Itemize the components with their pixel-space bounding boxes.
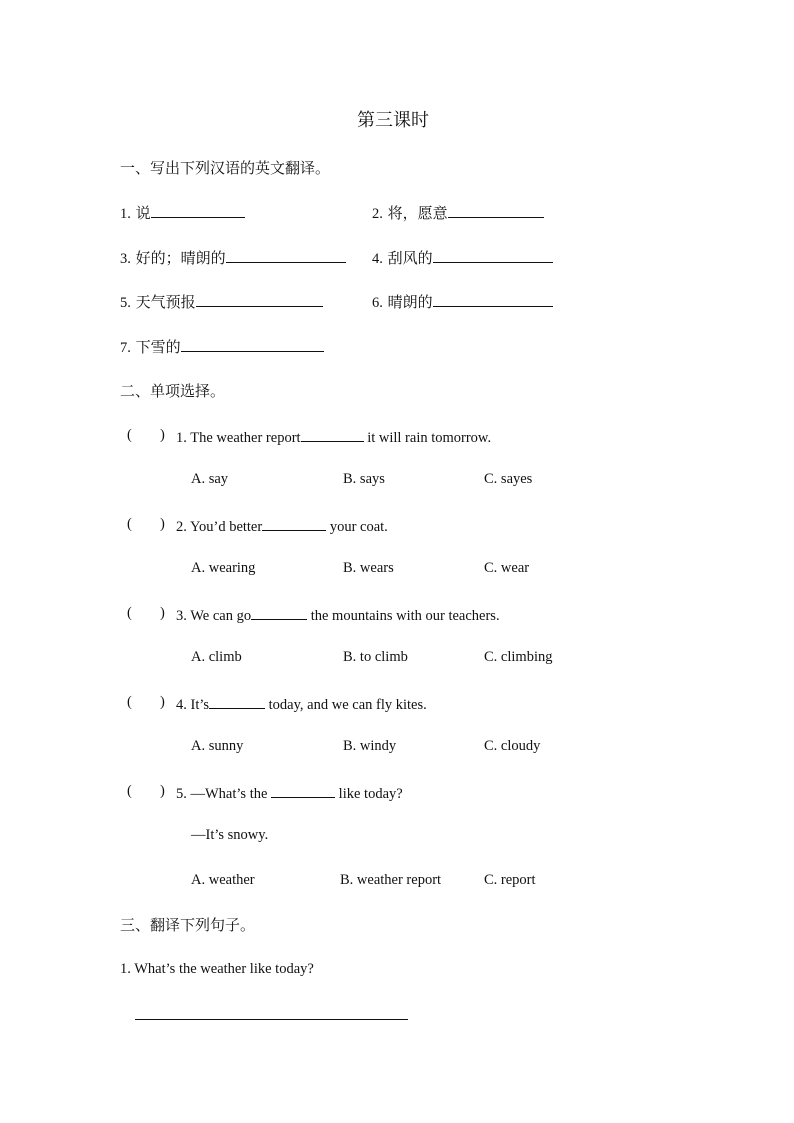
bracket-open: ( — [127, 694, 132, 710]
translation-sentence — [120, 961, 314, 978]
question-after: the mountains with our teachers. — [307, 608, 500, 624]
answer-blank[interactable] — [209, 694, 265, 709]
answer-blank[interactable] — [181, 337, 324, 352]
option-a[interactable]: A. weather — [191, 872, 255, 888]
bracket-close[interactable]: ) — [160, 694, 165, 710]
option-b[interactable]: B. weather report — [340, 872, 442, 888]
answer-blank[interactable] — [251, 605, 307, 620]
section1-heading: 一、写出下列汉语的英文翻译。 — [120, 159, 331, 177]
page-title: 第三课时 — [357, 110, 429, 131]
item-text: 下雪的 — [135, 338, 181, 356]
item-number: 3. — [120, 251, 131, 267]
item-number: 7. — [120, 340, 131, 356]
bracket-open: ( — [127, 605, 132, 621]
sentence-number: 1. — [120, 961, 131, 977]
question-text — [176, 516, 388, 536]
question-before: We can go — [190, 608, 252, 624]
option-a[interactable]: A. say — [191, 471, 229, 487]
question-after: your coat. — [326, 519, 388, 535]
option-c[interactable]: C. sayes — [484, 471, 533, 487]
bracket-open: ( — [127, 516, 132, 532]
translation-item — [120, 247, 346, 268]
question-before: You’d better — [189, 519, 263, 535]
answer-blank[interactable] — [433, 248, 553, 263]
option-a[interactable]: A. climb — [191, 649, 242, 665]
translation-item — [120, 291, 323, 312]
option-b[interactable]: B. wears — [343, 560, 394, 576]
question-text — [176, 427, 491, 447]
bracket-close[interactable]: ) — [160, 516, 165, 532]
answer-blank[interactable] — [271, 783, 335, 798]
question-after: it will rain tomorrow. — [363, 430, 492, 446]
option-c[interactable]: C. climbing — [484, 649, 553, 665]
item-number: 2. — [372, 206, 383, 222]
question-before: —What’s the — [190, 786, 272, 802]
answer-line[interactable] — [135, 1019, 408, 1020]
question-after: like today? — [335, 786, 403, 802]
question-text — [176, 694, 427, 714]
bracket-close[interactable]: ) — [160, 783, 165, 799]
section2-heading: 二、单项选择。 — [120, 382, 226, 400]
question-number: 5. — [176, 786, 187, 802]
option-c[interactable]: C. wear — [484, 560, 530, 576]
item-text: 说 — [135, 204, 151, 222]
answer-blank[interactable] — [301, 427, 364, 442]
bracket-close[interactable]: ) — [160, 605, 165, 621]
translation-item — [120, 336, 324, 357]
question-text — [176, 605, 500, 625]
bracket-open: ( — [127, 783, 132, 799]
item-text: 天气预报 — [135, 293, 196, 311]
item-number: 1. — [120, 206, 131, 222]
question-text — [176, 783, 403, 803]
question-after: today, and we can fly kites. — [265, 697, 427, 713]
answer-blank[interactable] — [196, 292, 323, 307]
translation-item — [372, 202, 544, 223]
bracket-open: ( — [127, 427, 132, 443]
option-a[interactable]: A. sunny — [191, 738, 244, 754]
translation-item — [120, 202, 245, 223]
item-number: 5. — [120, 295, 131, 311]
question-number: 1. — [176, 430, 187, 446]
answer-blank[interactable] — [262, 516, 326, 531]
dialogue-response: —It’s snowy. — [191, 827, 269, 843]
item-number: 6. — [372, 295, 383, 311]
option-c[interactable]: C. cloudy — [484, 738, 541, 754]
item-text: 刮风的 — [387, 249, 433, 267]
option-a[interactable]: A. wearing — [191, 560, 256, 576]
answer-blank[interactable] — [448, 203, 544, 218]
answer-blank[interactable] — [433, 292, 553, 307]
translation-item — [372, 291, 553, 312]
item-text: 晴朗的 — [387, 293, 433, 311]
question-before: The weather report — [190, 430, 301, 446]
question-before: It’s — [190, 697, 210, 713]
item-number: 4. — [372, 251, 383, 267]
option-b[interactable]: B. to climb — [343, 649, 408, 665]
bracket-close[interactable]: ) — [160, 427, 165, 443]
option-b[interactable]: B. says — [343, 471, 385, 487]
option-c[interactable]: C. report — [484, 872, 536, 888]
question-number: 4. — [176, 697, 187, 713]
answer-blank[interactable] — [226, 248, 346, 263]
section3-heading: 三、翻译下列句子。 — [120, 916, 256, 934]
question-number: 3. — [176, 608, 187, 624]
option-b[interactable]: B. windy — [343, 738, 397, 754]
translation-item — [372, 247, 553, 268]
item-text: 将，愿意 — [387, 204, 448, 222]
question-number: 2. — [176, 519, 187, 535]
answer-blank[interactable] — [151, 203, 245, 218]
sentence-text: What’s the weather like today? — [134, 961, 314, 977]
item-text: 好的；晴朗的 — [135, 249, 226, 267]
